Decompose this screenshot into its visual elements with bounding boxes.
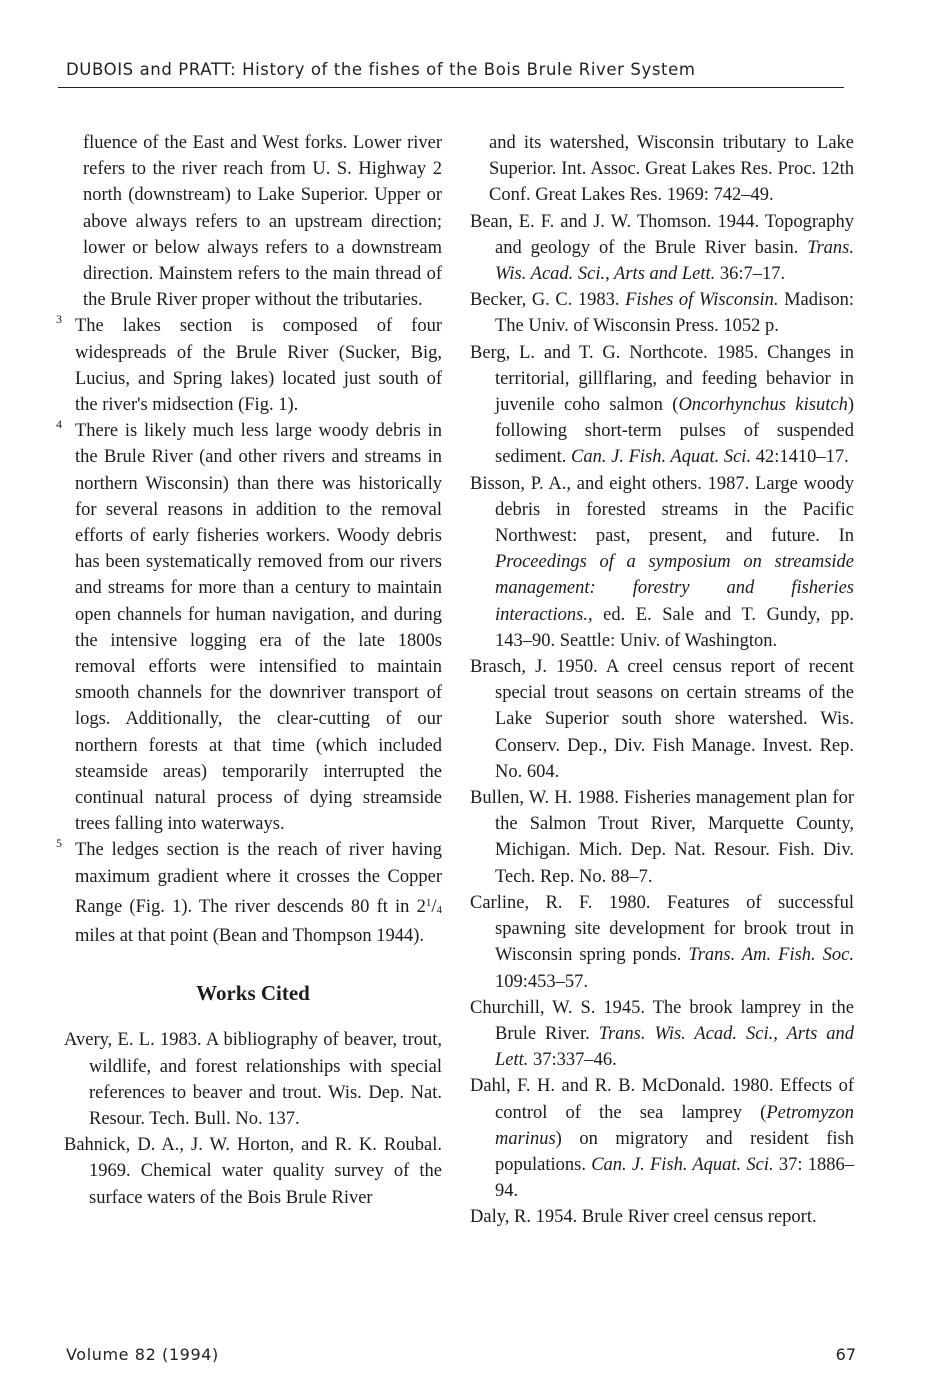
footnote-3-mark: 3 [56, 312, 62, 327]
reference-dahl [470, 1073, 854, 1204]
ref-text: Churchill, W. S. 1945. The brook lamprey in the Brule River. [470, 997, 854, 1044]
ref-text: 36:7–17. [715, 264, 786, 285]
ref-text: 37: 1886–94. [495, 1154, 854, 1202]
footnote-4-mark: 4 [56, 417, 62, 432]
footnote-3-text: The lakes section is composed of four widespreads of the Brule River (Sucker, Big, Lucius, and Spring lakes) located just south of the river's midsection (Fig. 1). [75, 316, 442, 416]
right-column [470, 130, 854, 1231]
fraction-numerator: 1 [425, 896, 432, 909]
reference-brasch: Brasch, J. 1950. A creel census report of recent special trout seasons on certain streams of the Lake Superior south shore watershed. Wis. Conserv. Dep., Div. Fish Manage. Invest. Rep. No. 604. [470, 657, 854, 782]
ref-text: Berg, L. and T. G. Northcote. 1985. Changes in territorial, gillflaring, and feeding behavior in juvenile coho salmon ( [470, 342, 854, 416]
ref-species: Oncorhynchus kisutch [678, 395, 848, 416]
ref-text: ) on migratory and resident fish populations. [495, 1128, 854, 1175]
ref-journal: Trans. Wis. Acad. Sci., Arts and Lett. [495, 237, 854, 285]
footnote-4 [56, 417, 442, 837]
ref-text: 37:337–46. [528, 1050, 617, 1071]
ref-title: Proceedings of a symposium on streamside management: forestry and fisheries interactions. [495, 552, 854, 625]
footnote-2-continued: fluence of the East and West forks. Lower river refers to the river reach from U. S. Highway 2 north (downstream) to Lake Superior. Upper or above always refers to an upstream direction; lower or below always refers to a downstream direction. Mainstem refers to the main thread of the Brule River proper without the tributaries. [83, 133, 442, 311]
running-header: DUBOIS and PRATT: History of the fishes of the Bois Brule River System [66, 60, 696, 79]
ref-journal: Can. J. Fish. Aquat. Sci. [591, 1154, 774, 1175]
ref-species: Petromyzon marinus [495, 1102, 854, 1149]
reference-bahnick: Bahnick, D. A., J. W. Horton, and R. K. Roubal. 1969. Chemical water quality survey of the surface waters of the Bois Brule River [64, 1135, 442, 1208]
volume-footer: Volume 82 (1994) [66, 1345, 219, 1364]
reference-berg [470, 340, 854, 471]
page-number: 67 [835, 1345, 856, 1364]
ref-journal: Trans. Am. Fish. Soc. [688, 945, 854, 966]
footnote-5: 5 The ledges section is the reach of river having maximum gradient where it crosses the Copper Range (Fig. 1). The river descends 80 ft in $2^1/_4$ miles at that point (Bean and Thompson 1944). [56, 836, 442, 947]
ref-journal: Trans. Wis. Acad. Sci., Arts and Lett. [495, 1023, 854, 1071]
ref-text: Dahl, F. H. and R. B. McDonald. 1980. Effects of control of the sea lamprey ( [470, 1076, 854, 1123]
reference-carline [470, 890, 854, 995]
reference-bahnick-continued: and its watershed, Wisconsin tributary to Lake Superior. Int. Assoc. Great Lakes Res. Proc. 12th Conf. Great Lakes Res. 1969: 742–49. [489, 133, 854, 206]
footnote-4-text: There is likely much less large woody debris in the Brule River (and other rivers and streams in northern Wisconsin) than there was historically for several reasons in addition to the removal efforts of early fisheries workers. Woody debris has been systematically removed from our rivers and streams for more than a century to maintain open channels for human navigation, and during the intensive logging era of the late 1800s removal efforts were intensified to maintain smooth channels for the downriver transport of logs. Additionally, the clear-cutting of our northern forests at that time (which included steamside areas) temporarily interrupted the continual natural process of dying streamside trees falling into waterways. [75, 421, 442, 835]
ref-text: Madison: The Univ. of Wisconsin Press. 1052 p. [495, 290, 854, 337]
ref-text: , ed. E. Sale and T. Gundy, pp. 143–90. Seattle: Univ. of Washington. [495, 604, 854, 651]
ref-text: 42:1410–17. [751, 447, 849, 468]
reference-daly: Daly, R. 1954. Brule River creel census report. [470, 1207, 817, 1228]
reference-bisson [470, 471, 854, 654]
ref-text: 109:453–57. [495, 971, 589, 992]
ref-text: Bean, E. F. and J. W. Thomson. 1944. Topography and geology of the Brule River basin. [470, 211, 854, 258]
reference-avery: Avery, E. L. 1983. A bibliography of beaver, trout, wildlife, and forest relationships with special references to beaver and trout. Wis. Dep. Nat. Resour. Tech. Bull. No. 137. [64, 1030, 442, 1129]
reference-bean [470, 209, 854, 288]
reference-bullen: Bullen, W. H. 1988. Fisheries management plan for the Salmon Trout River, Marquette County, Michigan. Mich. Dep. Nat. Resour. Fish. Div. Tech. Rep. No. 88–7. [470, 788, 854, 887]
fraction-denominator: 4 [436, 903, 442, 916]
ref-text: Carline, R. F. 1980. Features of successful spawning site development for brook trout in Wisconsin spring ponds. [470, 892, 854, 966]
header-rule [58, 87, 844, 88]
ref-journal: Can. J. Fish. Aquat. Sci. [571, 447, 752, 468]
footnote-5-text-b: miles at that point (Bean and Thompson 1944). [75, 926, 425, 947]
footnote-5-text-a: The ledges section is the reach of river having maximum gradient where it crosses the Copper Range (Fig. 1). The river descends 80 ft in 2 [75, 840, 442, 917]
footnote-5-mark: 5 [56, 836, 62, 851]
ref-text: Bisson, P. A., and eight others. 1987. Large woody debris in forested streams in the Pacific Northwest: past, present, and future. In [470, 473, 854, 547]
ref-text: Becker, G. C. 1983. [470, 290, 626, 311]
reference-churchill [470, 995, 854, 1074]
left-column [56, 130, 442, 1211]
ref-title: Fishes of Wisconsin. [625, 290, 779, 311]
footnote-3 [56, 312, 442, 418]
ref-text: ) following short-term pulses of suspended sediment. [495, 395, 854, 468]
reference-becker [470, 287, 854, 339]
works-cited-heading: Works Cited [196, 981, 310, 1006]
